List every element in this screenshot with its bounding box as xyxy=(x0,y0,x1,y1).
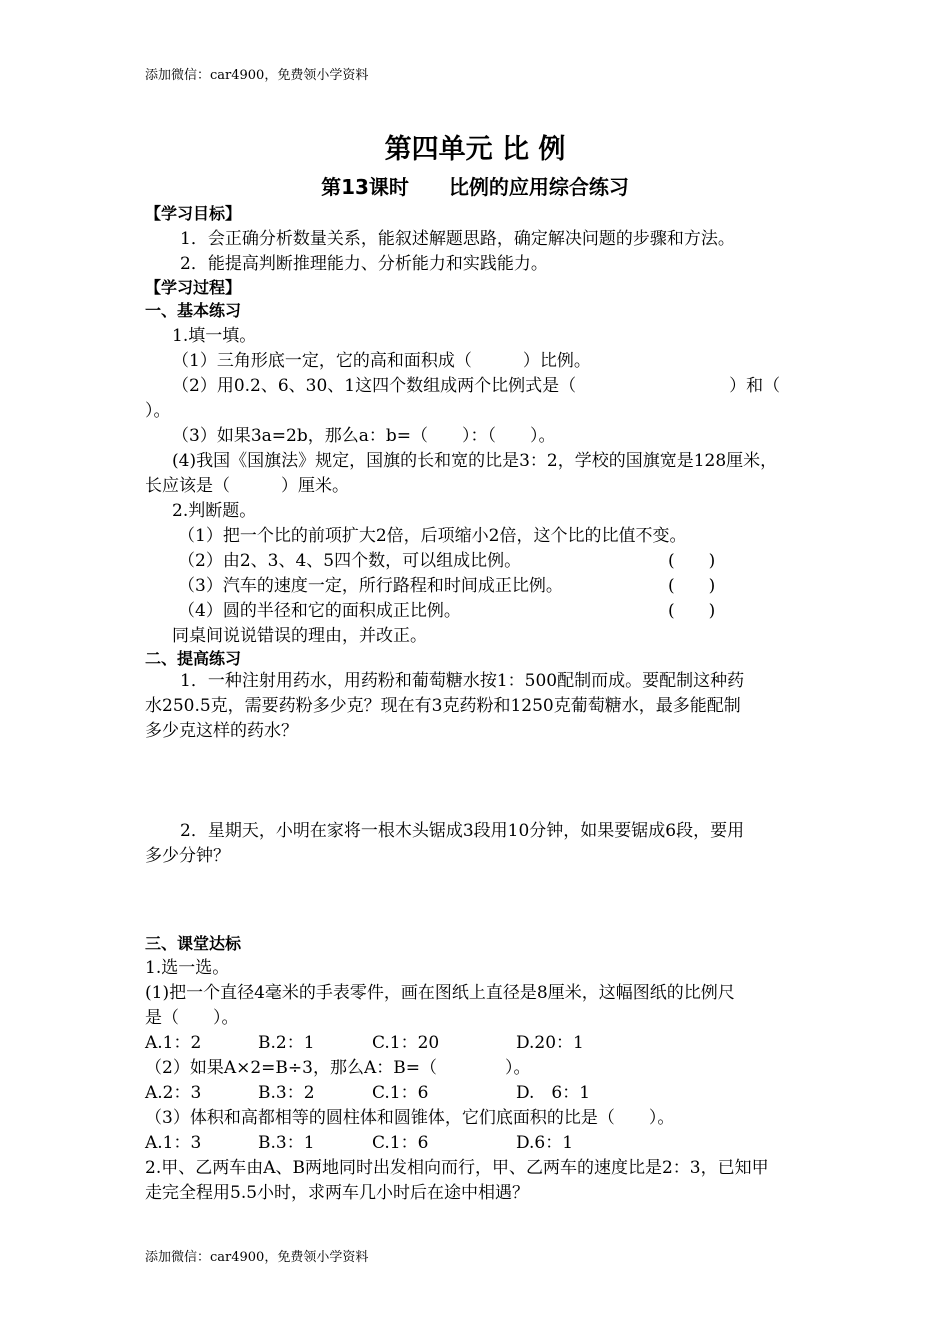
fill-item-2: （2）用0.2、6、30、1这四个数组成两个比例式是（ ）和（ xyxy=(172,376,781,396)
fill-item-3: （3）如果3a=2b，那么a：b=（ ）：（ ）。 xyxy=(172,426,556,446)
advanced-q2-line1: 2．星期天，小明在家将一根木头锯成3段用10分钟，如果要锯成6段，要用 xyxy=(180,821,745,841)
choose-q3: （3）体积和高都相等的圆柱体和圆锥体，它们底面积的比是（ ）。 xyxy=(145,1108,675,1128)
judge-note: 同桌间说说错误的理由，并改正。 xyxy=(172,626,427,646)
choose-q1-line1: (1)把一个直径4毫米的手表零件，画在图纸上直径是8厘米，这幅图纸的比例尺 xyxy=(145,983,735,1003)
advanced-heading: 二、提高练习 xyxy=(145,649,242,668)
choose-q2-option-b: B.3：2 xyxy=(258,1083,315,1103)
page-subtitle: 第13课时 比例的应用综合练习 xyxy=(321,175,629,199)
goals-heading: 【学习目标】 xyxy=(145,204,242,223)
choose-q2-option-a: A.2：3 xyxy=(145,1083,202,1103)
fill-title: 1.填一填。 xyxy=(172,326,257,346)
page-footer: 添加微信：car4900，免费领小学资料 xyxy=(145,1250,369,1265)
fill-item-4-cont: 长应该是（ ）厘米。 xyxy=(145,476,349,496)
choose-q1-option-d: D.20：1 xyxy=(516,1033,584,1053)
classwork-q2-line1: 2.甲、乙两车由A、B两地同时出发相向而行，甲、乙两车的速度比是2：3，已知甲 xyxy=(145,1158,769,1178)
choose-q1-option-a: A.1：2 xyxy=(145,1033,202,1053)
choose-q3-option-a: A.1：3 xyxy=(145,1133,202,1153)
fill-item-2-cont: ）。 xyxy=(145,401,171,421)
choose-title: 1.选一选。 xyxy=(145,958,230,978)
choose-q2-option-c: C.1：6 xyxy=(372,1083,429,1103)
advanced-q1-line3: 多少克这样的药水？ xyxy=(145,721,298,741)
basic-heading: 一、基本练习 xyxy=(145,301,242,320)
judge-item-3: （3）汽车的速度一定，所行路程和时间成正比例。 xyxy=(178,576,563,596)
judge-item-1: （1）把一个比的前项扩大2倍，后项缩小2倍，这个比的比值不变。 xyxy=(178,526,687,546)
goal-item-1: 1．会正确分析数量关系，能叙述解题思路，确定解决问题的步骤和方法。 xyxy=(180,229,735,249)
judge-item-2: （2）由2、3、4、5四个数，可以组成比例。 xyxy=(178,551,522,571)
judge-item-4: （4）圆的半径和它的面积成正比例。 xyxy=(178,601,461,621)
page-header: 添加微信：car4900，免费领小学资料 xyxy=(145,68,369,83)
judge-blank-2: ( ) xyxy=(668,551,716,571)
choose-q3-option-b: B.3：1 xyxy=(258,1133,315,1153)
judge-title: 2.判断题。 xyxy=(172,501,257,521)
page-title: 第四单元 比 例 xyxy=(384,134,566,165)
fill-item-1: （1）三角形底一定，它的高和面积成（ ）比例。 xyxy=(172,351,591,371)
advanced-q1-line2: 水250.5克，需要药粉多少克？现在有3克药粉和1250克葡萄糖水，最多能配制 xyxy=(145,696,741,716)
choose-q2: （2）如果A×2=B÷3，那么A：B=（ ）。 xyxy=(145,1058,531,1078)
choose-q2-option-d: D. 6：1 xyxy=(516,1083,591,1103)
choose-q1-line2: 是（ ）。 xyxy=(145,1008,239,1028)
judge-blank-3: ( ) xyxy=(668,576,716,596)
advanced-q2-line2: 多少分钟？ xyxy=(145,846,230,866)
choose-q1-option-c: C.1：20 xyxy=(372,1033,440,1053)
judge-blank-4: ( ) xyxy=(668,601,716,621)
process-heading: 【学习过程】 xyxy=(145,278,242,297)
goal-item-2: 2．能提高判断推理能力、分析能力和实践能力。 xyxy=(180,254,548,274)
choose-q1-option-b: B.2：1 xyxy=(258,1033,315,1053)
advanced-q1-line1: 1．一种注射用药水，用药粉和葡萄糖水按1：500配制而成。要配制这种药 xyxy=(180,671,745,691)
choose-q3-option-c: C.1：6 xyxy=(372,1133,429,1153)
fill-item-4: (4)我国《国旗法》规定，国旗的长和宽的比是3：2，学校的国旗宽是128厘米， xyxy=(172,451,778,471)
classwork-q2-line2: 走完全程用5.5小时，求两车几小时后在途中相遇？ xyxy=(145,1183,530,1203)
classwork-heading: 三、课堂达标 xyxy=(145,934,242,953)
choose-q3-option-d: D.6：1 xyxy=(516,1133,574,1153)
